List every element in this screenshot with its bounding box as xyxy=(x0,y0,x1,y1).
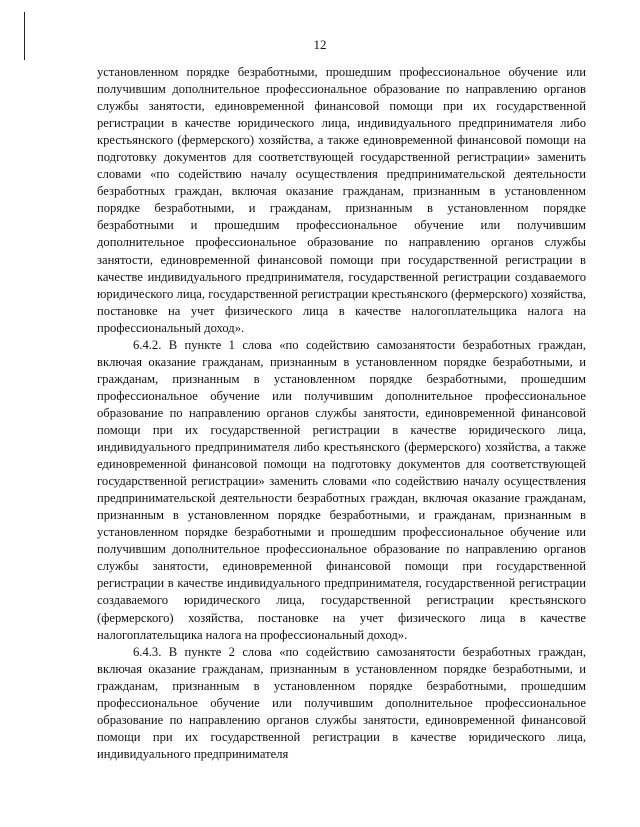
document-body xyxy=(97,64,586,763)
paragraph-6-4-2: 6.4.2. В пункте 1 слова «по содействию самозанятости безработных граждан, включая оказание гражданам, признанным в установленном порядке безработными, и гражданам, признанным в установленном порядке безработными, прошедшим профессиональное обучение или получившим дополнительное профессиональное образование по направлению органов службы занятости, единовременной финансовой помощи при их государственной регистрации в качестве юридического лица, индивидуального предпринимателя либо крестьянского (фермерского) хозяйства, а также единовременной финансовой помощи на подготовку документов для соответствующей государственной регистрации» заменить словами «по содействию началу осуществления предпринимательской деятельности безработных граждан, включая оказание гражданам, признанным в установленном порядке безработными, и гражданам, признанным в установленном порядке безработными и прошедшим профессиональное обучение или получившим дополнительное профессиональное образование по направлению органов службы занятости, единовременной финансовой помощи при государственной регистрации в качестве индивидуального предпринимателя, государственной регистрации создаваемого юридического лица, государственной регистрации крестьянского (фермерского) хозяйства, постановке на учет физического лица в качестве налогоплательщика налога на профессиональный доход». xyxy=(97,337,586,642)
paragraph-continuation: установленном порядке безработными, прошедшим профессиональное обучение или получившим дополнительное профессиональное образование по направлению органов службы занятости, единовременной финансовой помощи при их государственной регистрации в качестве юридического лица, индивидуального предпринимателя либо крестьянского (фермерского) хозяйства, а также единовременной финансовой помощи на подготовку документов для соответствующей государственной регистрации» заменить словами «по содействию началу осуществления предпринимательской деятельности безработных граждан, включая оказание гражданам, признанным в установленном порядке безработными, и гражданам, признанным в установленном порядке безработными и прошедшим профессиональное обучение или получившим дополнительное профессиональное образование по направлению органов службы занятости, единовременной финансовой помощи при государственной регистрации в качестве индивидуального предпринимателя, государственной регистрации создаваемого юридического лица, государственной регистрации крестьянского (фермерского) хозяйства, постановке на учет физического лица в качестве налогоплательщика налога на профессиональный доход». xyxy=(97,65,586,335)
paragraph-6-4-3: 6.4.3. В пункте 2 слова «по содействию самозанятости безработных граждан, включая оказание гражданам, признанным в установленном порядке безработными, и гражданам, признанным в установленном порядке безработными, прошедшим профессиональное обучение или получившим дополнительное профессиональное образование по направлению органов службы занятости, единовременной финансовой помощи при их государственной регистрации в качестве юридического лица, индивидуального предпринимателя xyxy=(97,644,586,761)
page-number: 12 xyxy=(313,37,327,52)
